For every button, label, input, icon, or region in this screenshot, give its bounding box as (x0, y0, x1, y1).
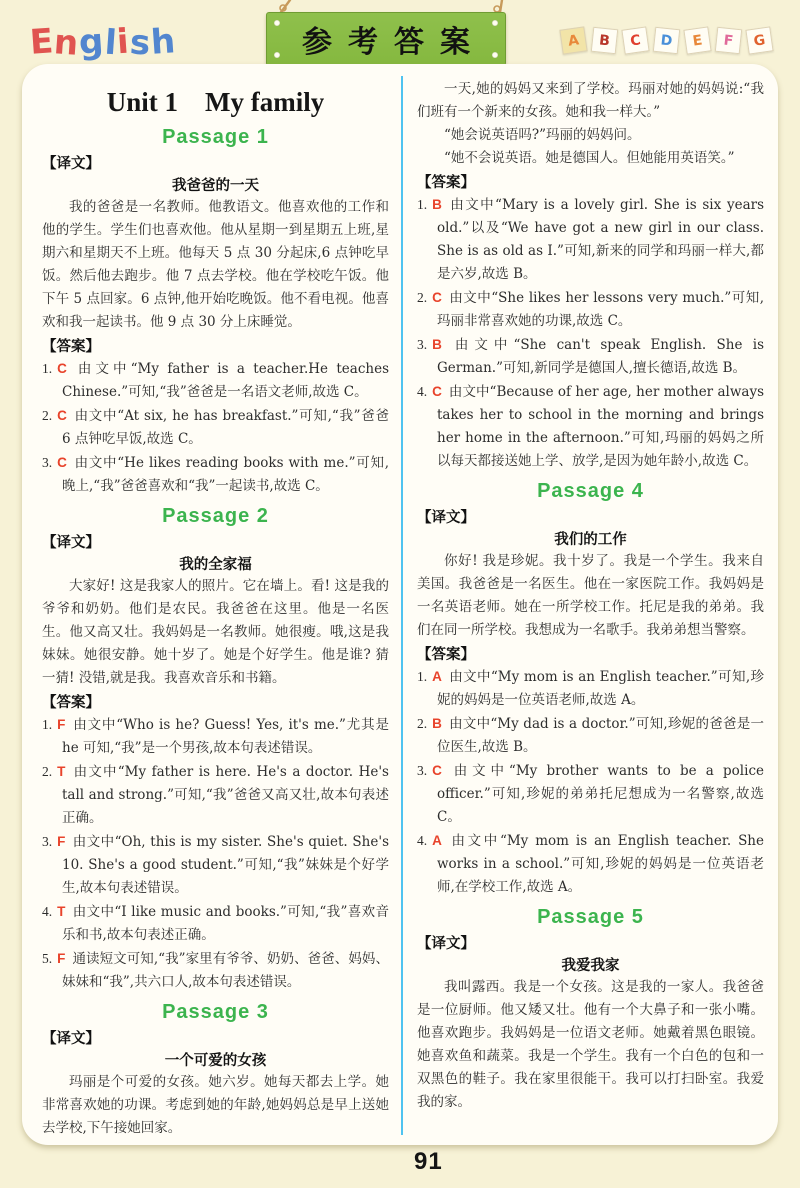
answers-banner (266, 12, 506, 66)
answer-explanation: 由文中“Because of her age, her mother always takes her to school in the morning and brings her home in the afternoon.”可知,玛丽的妈妈之所以每天都接送她上学、放学,是因为她年龄小,故选 C。 (437, 384, 764, 469)
translation-paragraph: “她会说英语吗?”玛丽的妈妈问。 (444, 127, 641, 143)
answer-number: 2. (417, 290, 428, 305)
answer-explanation: 由文中“Who is he? Guess! Yes, it's me.”尤其是 he 可知,“我”是一个男孩,故本句表述错误。 (62, 717, 389, 756)
passage-3-heading: Passage 3 (162, 1001, 269, 1023)
answer-item (417, 193, 764, 286)
answer-item (42, 404, 389, 451)
answer-item (417, 665, 764, 712)
answer-key: B (432, 337, 442, 352)
translation-title: 我爸爸的一天 (172, 178, 259, 194)
answer-key: C (57, 455, 67, 470)
answer-explanation: 由文中“He likes reading books with me.”可知,晚上,“我”爸爸喜欢和“我”一起读书,故选 C。 (62, 455, 389, 494)
answer-key: B (432, 716, 442, 731)
answer-explanation: 通读短文可知,“我”家里有爷爷、奶奶、爸爸、妈妈、妹妹和“我”,共六口人,故本句表述错误。 (62, 951, 389, 990)
translation-paragraph: 玛丽是个可爱的女孩。她六岁。她每天都去上学。她非常喜欢她的功课。考虑到她的年龄,她妈妈总是早上送她去学校,下午接她回家。 (42, 1074, 389, 1136)
answer-explanation: 由文中“My dad is a doctor.”可知,珍妮的爸爸是一位医生,故选 B。 (437, 716, 764, 755)
banner-hole (492, 20, 498, 26)
answer-item (42, 713, 389, 760)
letter-tile: C (621, 26, 649, 54)
logo-letter: l (103, 22, 119, 64)
answer-key: F (57, 951, 66, 966)
translation-paragraph: 你好! 我是珍妮。我十岁了。我是一个学生。我来自美国。我爸爸是一名医生。他在一家医院工作。我妈妈是一名英语老师。她在一所学校工作。托尼是我的弟弟。我们在同一所学校。我想成为一名歌手。我弟弟想当警察。 (417, 553, 764, 638)
answer-item (417, 380, 764, 473)
translation-paragraph: 我叫露西。我是一个女孩。这是我的一家人。我爸爸是一位厨师。他又矮又壮。他有一个大鼻子和一张小嘴。他喜欢跑步。我妈妈是一位语文老师。她戴着黑色眼镜。她喜欢鱼和蔬菜。我是一个学生。我有一个白色的包和一双黑色的鞋子。我在家里很能干。我可以打扫卧室。我爱我的家。 (417, 979, 764, 1110)
answer-explanation: 由文中“Oh, this is my sister. She's quiet. She's 10. She's a good student.”可知,“我”妹妹是个好学生,故本句表述错误。 (62, 834, 389, 896)
answer-item (42, 451, 389, 498)
page-number: 91 (414, 1148, 443, 1175)
passage-5-heading: Passage 5 (537, 906, 644, 928)
translation-label: 【译文】 (42, 156, 100, 172)
translation-label: 【译文】 (42, 535, 100, 551)
answer-key: C (57, 361, 67, 376)
answer-number: 1. (417, 669, 428, 684)
translation-label: 【译文】 (42, 1031, 100, 1047)
answer-number: 2. (417, 716, 428, 731)
answer-explanation: 由文中“Mary is a lovely girl. She is six years old.”以及“We have got a new girl in our class. She is as old as I.”可知,新来的同学和玛丽一样大,都是六岁,故选 B。 (437, 197, 764, 282)
answer-key: F (57, 717, 66, 732)
answer-explanation: 由文中“My mom is an English teacher. She works in a school.”可知,珍妮的妈妈是一位英语老师,在学校工作,故选 A。 (437, 833, 764, 895)
logo-letter: h (149, 21, 178, 63)
answer-key: B (432, 197, 442, 212)
translation-label: 【译文】 (417, 936, 475, 952)
answer-item (417, 829, 764, 899)
translation-title: 我们的工作 (554, 532, 627, 548)
answer-explanation: 由文中“My brother wants to be a police officer.”可知,珍妮的弟弟托尼想成为一名警察,故选 C。 (437, 763, 764, 825)
translation-label: 【译文】 (417, 510, 475, 526)
answers-label: 【答案】 (42, 695, 100, 711)
passage-4-heading: Passage 4 (537, 480, 644, 502)
alphabet-tiles (561, 28, 772, 53)
answer-number: 4. (417, 833, 428, 848)
logo-letter: s (128, 22, 153, 64)
answer-explanation: 由文中“I like music and books.”可知,“我”喜欢音乐和书,故本句表述正确。 (62, 904, 389, 943)
content-card (22, 64, 778, 1145)
answer-key: C (432, 290, 442, 305)
answer-item (42, 830, 389, 900)
passage-2-heading: Passage 2 (162, 505, 269, 527)
banner-hole (492, 52, 498, 58)
translation-title: 我爱我家 (561, 958, 620, 974)
answer-key: C (57, 408, 67, 423)
answer-key: T (57, 904, 66, 919)
answer-item (417, 333, 764, 380)
answers-list (417, 665, 764, 899)
left-column (34, 76, 401, 1135)
letter-tile: A (559, 26, 587, 54)
answer-key: A (432, 833, 442, 848)
logo-letter: g (78, 21, 107, 63)
answer-number: 2. (42, 764, 53, 779)
english-logo (30, 22, 177, 62)
translation-title: 我的全家福 (179, 557, 252, 573)
answer-number: 4. (417, 384, 428, 399)
answers-list (417, 193, 764, 473)
answer-number: 1. (42, 717, 53, 732)
answer-explanation: 由文中“She can't speak English. She is German.”可知,新同学是德国人,擅长德语,故选 B。 (437, 337, 764, 376)
passage-1-heading: Passage 1 (162, 126, 269, 148)
answer-item (42, 947, 389, 994)
answer-number: 3. (417, 337, 428, 352)
banner-hole (274, 52, 280, 58)
letter-tile: E (683, 26, 711, 54)
answer-item (42, 357, 389, 404)
answer-key: C (432, 384, 442, 399)
logo-letter: n (52, 22, 81, 64)
banner-hole (274, 20, 280, 26)
translation-paragraph: 大家好! 这是我家人的照片。它在墙上。看! 这是我的爷爷和奶奶。他们是农民。我爸爸在这里。他是一名医生。他又高又壮。我妈妈是一名教师。她很瘦。哦,这是我妹妹。她很安静。她十岁了。她是个好学生。他是谁? 猜一猜! 没错,就是我。我喜欢音乐和书籍。 (42, 578, 389, 686)
answer-item (417, 759, 764, 829)
answers-label: 【答案】 (417, 647, 475, 663)
logo-letter: E (28, 21, 56, 63)
answers-list (42, 713, 389, 994)
answer-item (417, 286, 764, 333)
answer-key: A (432, 669, 442, 684)
translation-paragraph: 我的爸爸是一名教师。他教语文。他喜欢他的工作和他的学生。学生们也喜欢他。他从星期一到星期五上班,星期六和星期天不上班。他每天 5 点 30 分起床,6 点钟吃早饭。然后他去跑步。他 7 点去学校。他在学校吃午饭。他下午 5 点回家。6 点钟,他开始吃晚饭。他不看电视。他喜欢和我一起读书。他 9 点 30 分上床睡觉。 (42, 199, 389, 330)
answer-item (42, 760, 389, 830)
answer-item (417, 712, 764, 759)
answer-key: F (57, 834, 66, 849)
banner-title: 参考答案 (302, 25, 486, 60)
unit-title: Unit 1 My family (106, 87, 325, 117)
translation-paragraph: “她不会说英语。她是德国人。但她能用英语笑。” (444, 150, 735, 166)
logo-letter: i (116, 21, 132, 63)
right-column (401, 76, 768, 1135)
letter-tile: G (745, 26, 773, 54)
answer-number: 3. (42, 834, 53, 849)
translation-title: 一个可爱的女孩 (164, 1053, 267, 1069)
answer-number: 1. (42, 361, 53, 376)
answer-explanation: 由文中“She likes her lessons very much.”可知,玛丽非常喜欢她的功课,故选 C。 (437, 290, 764, 329)
answer-explanation: 由文中“My father is a teacher.He teaches Chinese.”可知,“我”爸爸是一名语文老师,故选 C。 (62, 361, 389, 400)
answer-number: 1. (417, 197, 428, 212)
letter-tile: D (653, 27, 680, 54)
letter-tile: F (715, 27, 742, 54)
translation-paragraph: 一天,她的妈妈又来到了学校。玛丽对她的妈妈说:“我们班有一个新来的女孩。她和我一样大。” (417, 81, 764, 120)
answer-number: 3. (417, 763, 428, 778)
letter-tile: B (591, 27, 618, 54)
answer-key: C (432, 763, 442, 778)
answer-number: 2. (42, 408, 53, 423)
answer-explanation: 由文中“My mom is an English teacher.”可知,珍妮的妈妈是一位英语老师,故选 A。 (437, 669, 764, 708)
answer-number: 3. (42, 455, 53, 470)
answer-explanation: 由文中“My father is here. He's a doctor. He's tall and strong.”可知,“我”爸爸又高又壮,故本句表述正确。 (62, 764, 389, 826)
answers-list (42, 357, 389, 498)
answer-number: 4. (42, 904, 53, 919)
answer-number: 5. (42, 951, 53, 966)
answers-label: 【答案】 (417, 175, 475, 191)
answer-item (42, 900, 389, 947)
answers-label: 【答案】 (42, 339, 100, 355)
answer-explanation: 由文中“At six, he has breakfast.”可知,“我”爸爸 6 点钟吃早饭,故选 C。 (62, 408, 389, 447)
answer-key: T (57, 764, 66, 779)
